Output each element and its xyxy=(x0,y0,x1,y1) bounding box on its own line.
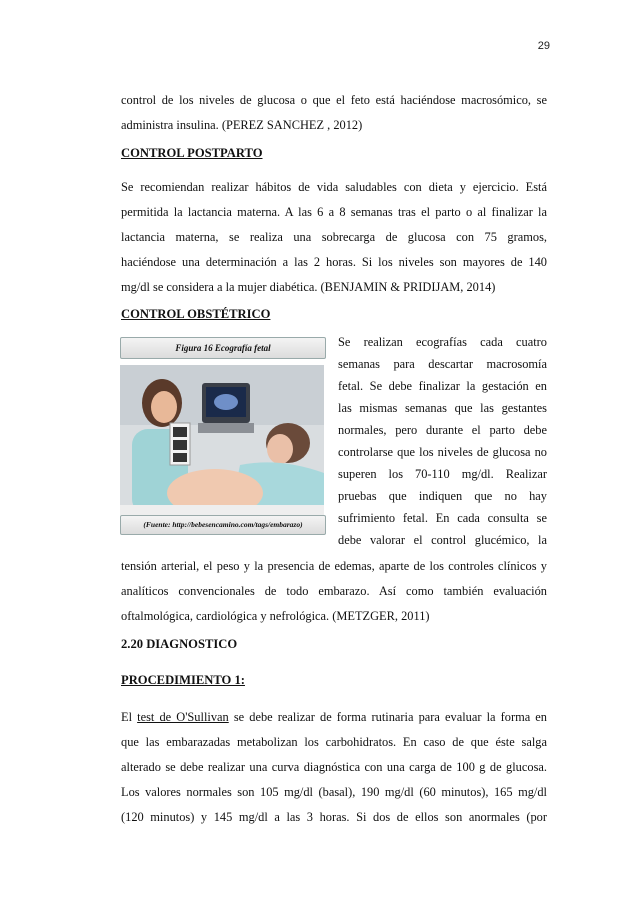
figure-caption: Figura 16 Ecografía fetal xyxy=(120,337,326,359)
side-line: debe valorar el control glucémico, la xyxy=(338,533,547,547)
paragraph-line: oftalmológica, cardiológica y nefrológica. (METZGER, 2011) xyxy=(121,609,430,623)
paragraph-line: control de los niveles de glucosa o que el feto está haciéndose macrosómico, se xyxy=(121,93,547,107)
side-line: pruebas que indiquen que no hay xyxy=(338,489,547,503)
heading-control-obstetrico: CONTROL OBSTÉTRICO xyxy=(121,307,271,321)
paragraph-line xyxy=(121,705,547,731)
paragraph-line: que las embarazadas metabolizan los carbohidratos. En caso de que éste salga xyxy=(121,735,547,749)
paragraph-line: lactancia materna, se realiza una sobrecarga de glucosa con 75 gramos, xyxy=(121,230,547,244)
heading-procedimiento-1: PROCEDIMIENTO 1: xyxy=(121,673,245,687)
text-span: El xyxy=(121,710,138,724)
side-line: superen los 70-110 mg/dl. Realizar xyxy=(338,467,547,481)
paragraph-line: alterado se debe realizar una curva diagnóstica con una carga de 100 g de glucosa. xyxy=(121,760,547,774)
heading-control-postparto: CONTROL POSTPARTO xyxy=(121,146,263,160)
side-line: controlarse que los niveles de glucosa no xyxy=(338,445,547,459)
side-line: fetal. Se debe finalizar la gestación en xyxy=(338,379,547,393)
paragraph-line: analíticos convencionales de todo embarazo. Así como también evaluación xyxy=(121,584,547,598)
page-number: 29 xyxy=(537,40,550,52)
ultrasound-photo-illustration xyxy=(120,365,324,515)
paragraph-line: Se recomiendan realizar hábitos de vida saludables con dieta y ejercicio. Está xyxy=(121,180,547,194)
side-line: Se realizan ecografías cada cuatro xyxy=(338,335,547,349)
figure-ecografia xyxy=(116,337,326,537)
paragraph-line: administra insulina. (PEREZ SANCHEZ , 2012) xyxy=(121,118,363,132)
paragraph-line: mg/dl se considera a la mujer diabética. (BENJAMIN & PRIDIJAM, 2014) xyxy=(121,280,496,294)
side-line: semanas para descartar macrosomía xyxy=(338,357,547,371)
paragraph-line: haciéndose una determinación a las 2 horas. Si los niveles son mayores de 140 xyxy=(121,255,547,269)
link-test-osullivan[interactable]: test de O'Sullivan xyxy=(137,710,229,724)
text-span: se debe realizar de forma rutinaria para evaluar la forma en xyxy=(228,710,548,724)
paragraph-line: Los valores normales son 105 mg/dl (basal), 190 mg/dl (60 minutos), 165 mg/dl xyxy=(121,785,547,799)
paragraph-line: permitida la lactancia materna. A las 6 a 8 semanas tras el parto o al finalizar la xyxy=(121,205,547,219)
side-line: sufrimiento fetal. En cada consulta se xyxy=(338,511,547,525)
paragraph-line: (120 minutos) y 145 mg/dl a las 3 horas. Si dos de ellos son anormales (por xyxy=(121,810,547,824)
ultrasound-photo xyxy=(120,365,324,515)
heading-diagnostico: 2.20 DIAGNOSTICO xyxy=(121,637,238,651)
paragraph-line: tensión arterial, el peso y la presencia de edemas, aparte de los controles clínicos y xyxy=(121,559,547,573)
side-line: las mismas semanas que las gestantes xyxy=(338,401,547,415)
figure-source: (Fuente: http://bebesencamino.com/tags/embarazo) xyxy=(120,515,326,535)
side-paragraph xyxy=(338,331,547,551)
side-line: normales, pero durante el parto debe xyxy=(338,423,547,437)
